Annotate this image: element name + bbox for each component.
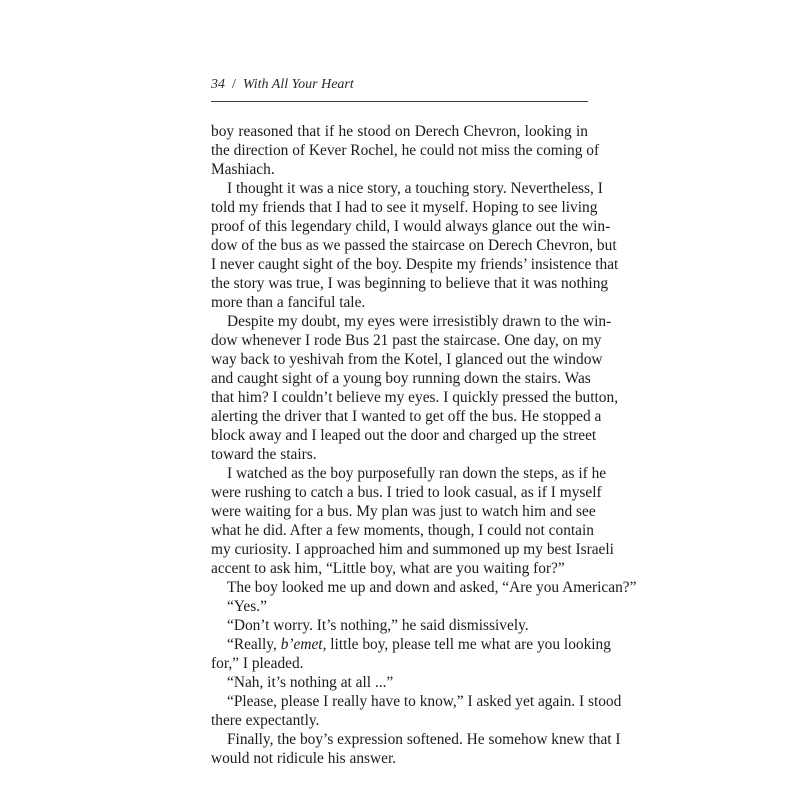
text-line: “Nah, it’s nothing at all ...” — [227, 674, 394, 691]
book-title: With All Your Heart — [242, 77, 354, 92]
body-text — [211, 122, 637, 768]
emphasized-word: b’emet, — [280, 636, 327, 653]
text-line: my curiosity. I approached him and summoned up my best Israeli — [211, 541, 614, 558]
header-rule — [211, 101, 588, 102]
text-line: and caught sight of a young boy running down the stairs. Was — [211, 370, 591, 387]
text-line: there expectantly. — [211, 712, 320, 729]
text-line: Mashiach. — [211, 161, 275, 178]
text-line: “Don’t worry. It’s nothing,” he said dismissively. — [227, 617, 529, 634]
text-line: were rushing to catch a bus. I tried to look casual, as if I myself — [211, 484, 602, 501]
text-line: more than a fanciful tale. — [211, 294, 366, 311]
text-line: told my friends that I had to see it myself. Hoping to see living — [211, 199, 598, 216]
text-line: proof of this legendary child, I would always glance out the win- — [211, 218, 611, 235]
text-line: “Yes.” — [227, 598, 267, 615]
text-line: that him? I couldn’t believe my eyes. I quickly pressed the button, — [211, 389, 619, 406]
text-line: I watched as the boy purposefully ran down the steps, as if he — [227, 465, 607, 482]
text-line: toward the stairs. — [211, 446, 317, 463]
text-line: The boy looked me up and down and asked, “Are you American?” — [227, 579, 637, 596]
text-line: I thought it was a nice story, a touching story. Nevertheless, I — [227, 180, 603, 197]
running-head — [211, 77, 591, 93]
text-line: for,” I pleaded. — [211, 655, 304, 672]
text-run: little boy, please tell me what are you looking — [326, 636, 611, 653]
text-line: what he did. After a few moments, though, I could not contain — [211, 522, 594, 539]
text-line: were waiting for a bus. My plan was just to watch him and see — [211, 503, 596, 520]
text-line: accent to ask him, “Little boy, what are you waiting for?” — [211, 560, 565, 577]
text-line: “Please, please I really have to know,” I asked yet again. I stood — [227, 693, 622, 710]
text-line: block away and I leaped out the door and charged up the street — [211, 427, 597, 444]
page-number: 34 — [211, 77, 225, 92]
header-separator: / — [232, 77, 236, 92]
text-line: way back to yeshivah from the Kotel, I glanced out the window — [211, 351, 603, 368]
text-line: dow of the bus as we passed the staircase on Derech Chevron, but — [211, 237, 617, 254]
text-line: I never caught sight of the boy. Despite my friends’ insistence that — [211, 256, 619, 273]
text-line: Despite my doubt, my eyes were irresistibly drawn to the win- — [227, 313, 612, 330]
text-line: the direction of Kever Rochel, he could not miss the coming of — [211, 142, 600, 159]
text-line — [211, 635, 611, 654]
text-line: the story was true, I was beginning to believe that it was nothing — [211, 275, 609, 292]
text-line: would not ridicule his answer. — [211, 750, 397, 767]
text-line: boy reasoned that if he stood on Derech Chevron, looking in — [211, 123, 588, 140]
text-run: “Really, — [227, 636, 281, 653]
text-line: dow whenever I rode Bus 21 past the staircase. One day, on my — [211, 332, 602, 349]
text-line: alerting the driver that I wanted to get off the bus. He stopped a — [211, 408, 602, 425]
text-line: Finally, the boy’s expression softened. He somehow knew that I — [227, 731, 621, 748]
